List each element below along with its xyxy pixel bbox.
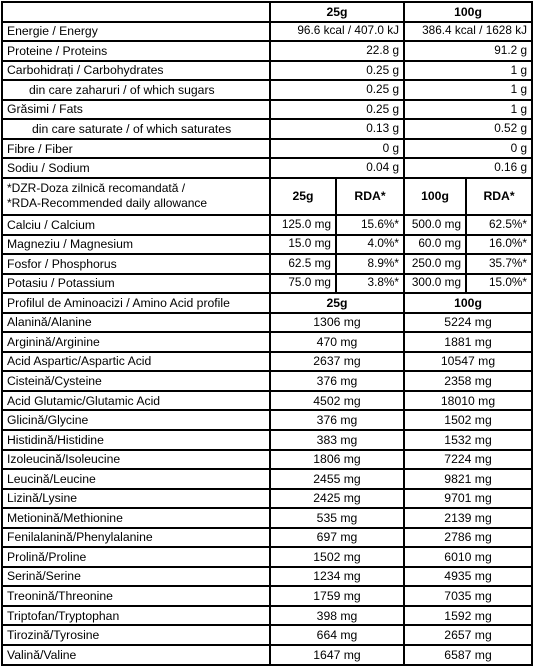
amino-value-25g: 697 mg: [270, 528, 404, 548]
mineral-value-25g: 15.0 mg: [270, 235, 336, 255]
mineral-row: [2, 274, 532, 294]
rda-header-row: [2, 178, 532, 215]
mineral-rda-100g: 35.7%*: [466, 254, 532, 274]
nutrient-value-25g: 0 g: [270, 139, 404, 159]
amino-acid-row: [2, 371, 532, 391]
nutrient-value-25g: 22.8 g: [270, 41, 404, 61]
nutrient-label: Carbohidrați / Carbohydrates: [2, 61, 270, 81]
amino-header-100g: 100g: [404, 293, 532, 313]
amino-value-25g: 376 mg: [270, 410, 404, 430]
rda-header-25g: 25g: [270, 178, 336, 215]
amino-value-100g: 1592 mg: [404, 606, 532, 626]
amino-acid-label: Acid Glutamic/Glutamic Acid: [2, 391, 270, 411]
nutrient-value-100g: 91.2 g: [404, 41, 532, 61]
amino-value-100g: 2139 mg: [404, 508, 532, 528]
mineral-row: [2, 254, 532, 274]
amino-value-100g: 1881 mg: [404, 332, 532, 352]
amino-value-25g: 1647 mg: [270, 645, 404, 665]
nutrient-value-25g: 0.13 g: [270, 119, 404, 139]
amino-value-100g: 18010 mg: [404, 391, 532, 411]
amino-value-25g: 398 mg: [270, 606, 404, 626]
amino-acid-row: [2, 450, 532, 470]
amino-acid-row: [2, 645, 532, 665]
amino-acid-row: [2, 508, 532, 528]
amino-value-100g: 5224 mg: [404, 313, 532, 333]
mineral-label: Potasiu / Potassium: [2, 274, 270, 294]
amino-acid-label: Prolină/Proline: [2, 547, 270, 567]
amino-acid-label: Glicină/Glycine: [2, 410, 270, 430]
nutrient-label: Fibre / Fiber: [2, 139, 270, 159]
rda-header-rda-25g: RDA*: [336, 178, 404, 215]
amino-acid-label: Treonină/Threonine: [2, 586, 270, 606]
nutrient-label: Sodiu / Sodium: [2, 158, 270, 178]
amino-profile-title: Profilul de Aminoacizi / Amino Acid profile: [2, 293, 270, 313]
amino-value-100g: 1532 mg: [404, 430, 532, 450]
amino-acid-row: [2, 567, 532, 587]
nutrient-label: Energie / Energy: [2, 22, 270, 42]
amino-acid-label: Alanină/Alanine: [2, 313, 270, 333]
amino-acid-label: Serină/Serine: [2, 567, 270, 587]
mineral-label: Calciu / Calcium: [2, 215, 270, 235]
amino-value-25g: 470 mg: [270, 332, 404, 352]
mineral-rda-25g: 4.0%*: [336, 235, 404, 255]
amino-value-100g: 2358 mg: [404, 371, 532, 391]
mineral-rda-25g: 15.6%*: [336, 215, 404, 235]
amino-value-25g: 376 mg: [270, 371, 404, 391]
amino-acid-label: Arginină/Arginine: [2, 332, 270, 352]
amino-value-25g: 2455 mg: [270, 469, 404, 489]
amino-value-25g: 1759 mg: [270, 586, 404, 606]
mineral-value-100g: 300.0 mg: [404, 274, 466, 294]
mineral-rda-25g: 3.8%*: [336, 274, 404, 294]
nutrition-row: [2, 139, 532, 159]
amino-acid-row: [2, 489, 532, 509]
amino-acid-label: Tirozină/Tyrosine: [2, 625, 270, 645]
rda-header-100g: 100g: [404, 178, 466, 215]
amino-value-25g: 1234 mg: [270, 567, 404, 587]
amino-value-25g: 2425 mg: [270, 489, 404, 509]
amino-value-100g: 2786 mg: [404, 528, 532, 548]
amino-value-100g: 7224 mg: [404, 450, 532, 470]
amino-acid-row: [2, 586, 532, 606]
header-row: [2, 2, 532, 22]
header-100g: 100g: [404, 2, 532, 22]
nutrient-value-100g: 0.52 g: [404, 119, 532, 139]
mineral-label: Fosfor / Phosphorus: [2, 254, 270, 274]
amino-acid-row: [2, 430, 532, 450]
amino-value-25g: 664 mg: [270, 625, 404, 645]
nutrition-facts-panel: [1, 1, 531, 666]
amino-acid-label: Leucină/Leucine: [2, 469, 270, 489]
nutrient-value-25g: 0.25 g: [270, 100, 404, 120]
mineral-row: [2, 215, 532, 235]
amino-acid-label: Izoleucină/Isoleucine: [2, 450, 270, 470]
nutrition-row: [2, 22, 532, 42]
nutrition-row: [2, 41, 532, 61]
rda-note: [2, 178, 270, 215]
nutrient-value-25g: 0.25 g: [270, 80, 404, 100]
amino-value-25g: 535 mg: [270, 508, 404, 528]
amino-value-25g: 1306 mg: [270, 313, 404, 333]
mineral-value-100g: 500.0 mg: [404, 215, 466, 235]
mineral-label: Magneziu / Magnesium: [2, 235, 270, 255]
nutrition-row: [2, 100, 532, 120]
amino-value-100g: 9701 mg: [404, 489, 532, 509]
rda-note-line-1: *DZR-Doza zilnică recomandată /: [7, 181, 186, 196]
amino-acid-label: Valină/Valine: [2, 645, 270, 665]
amino-value-100g: 6587 mg: [404, 645, 532, 665]
amino-acid-row: [2, 313, 532, 333]
amino-acid-label: Lizină/Lysine: [2, 489, 270, 509]
mineral-row: [2, 235, 532, 255]
amino-acid-row: [2, 606, 532, 626]
header-25g: 25g: [270, 2, 404, 22]
mineral-value-25g: 125.0 mg: [270, 215, 336, 235]
rda-note-line-2: *RDA-Recommended daily allowance: [7, 196, 208, 211]
nutrient-value-25g: 0.25 g: [270, 61, 404, 81]
amino-acid-row: [2, 547, 532, 567]
header-empty-cell: [2, 2, 270, 22]
nutrition-table: [1, 1, 533, 666]
nutrient-label: Proteine / Proteins: [2, 41, 270, 61]
amino-acid-row: [2, 528, 532, 548]
amino-value-25g: 1502 mg: [270, 547, 404, 567]
nutrient-value-100g: 1 g: [404, 100, 532, 120]
amino-value-25g: 4502 mg: [270, 391, 404, 411]
amino-value-100g: 4935 mg: [404, 567, 532, 587]
nutrition-row: [2, 158, 532, 178]
nutrient-value-100g: 386.4 kcal / 1628 kJ: [404, 22, 532, 42]
amino-acid-label: Histidină/Histidine: [2, 430, 270, 450]
amino-value-25g: 383 mg: [270, 430, 404, 450]
nutrition-row: [2, 80, 532, 100]
amino-acid-row: [2, 410, 532, 430]
mineral-value-25g: 75.0 mg: [270, 274, 336, 294]
nutrient-label: din care zaharuri / of which sugars: [2, 80, 270, 100]
nutrition-row: [2, 61, 532, 81]
amino-value-100g: 7035 mg: [404, 586, 532, 606]
nutrient-label: Grăsimi / Fats: [2, 100, 270, 120]
nutrient-value-100g: 0 g: [404, 139, 532, 159]
amino-value-100g: 10547 mg: [404, 352, 532, 372]
amino-acid-row: [2, 332, 532, 352]
nutrient-label: din care saturate / of which saturates: [2, 119, 270, 139]
amino-header-25g: 25g: [270, 293, 404, 313]
amino-value-25g: 2637 mg: [270, 352, 404, 372]
mineral-rda-100g: 62.5%*: [466, 215, 532, 235]
amino-acid-row: [2, 625, 532, 645]
nutrient-value-25g: 96.6 kcal / 407.0 kJ: [270, 22, 404, 42]
mineral-value-100g: 60.0 mg: [404, 235, 466, 255]
amino-acid-row: [2, 469, 532, 489]
nutrient-value-100g: 1 g: [404, 61, 532, 81]
nutrient-value-100g: 0.16 g: [404, 158, 532, 178]
mineral-rda-25g: 8.9%*: [336, 254, 404, 274]
amino-acid-row: [2, 352, 532, 372]
amino-value-100g: 2657 mg: [404, 625, 532, 645]
amino-acid-label: Cisteină/Cysteine: [2, 371, 270, 391]
amino-header-row: [2, 293, 532, 313]
rda-header-rda-100g: RDA*: [466, 178, 532, 215]
amino-value-100g: 6010 mg: [404, 547, 532, 567]
mineral-value-100g: 250.0 mg: [404, 254, 466, 274]
amino-acid-label: Triptofan/Tryptophan: [2, 606, 270, 626]
nutrition-row: [2, 119, 532, 139]
amino-value-25g: 1806 mg: [270, 450, 404, 470]
amino-acid-label: Metionină/Methionine: [2, 508, 270, 528]
amino-acid-label: Fenilalanină/Phenylalanine: [2, 528, 270, 548]
amino-value-100g: 9821 mg: [404, 469, 532, 489]
mineral-value-25g: 62.5 mg: [270, 254, 336, 274]
amino-value-100g: 1502 mg: [404, 410, 532, 430]
mineral-rda-100g: 15.0%*: [466, 274, 532, 294]
nutrient-value-100g: 1 g: [404, 80, 532, 100]
amino-acid-label: Acid Aspartic/Aspartic Acid: [2, 352, 270, 372]
mineral-rda-100g: 16.0%*: [466, 235, 532, 255]
amino-acid-row: [2, 391, 532, 411]
nutrient-value-25g: 0.04 g: [270, 158, 404, 178]
